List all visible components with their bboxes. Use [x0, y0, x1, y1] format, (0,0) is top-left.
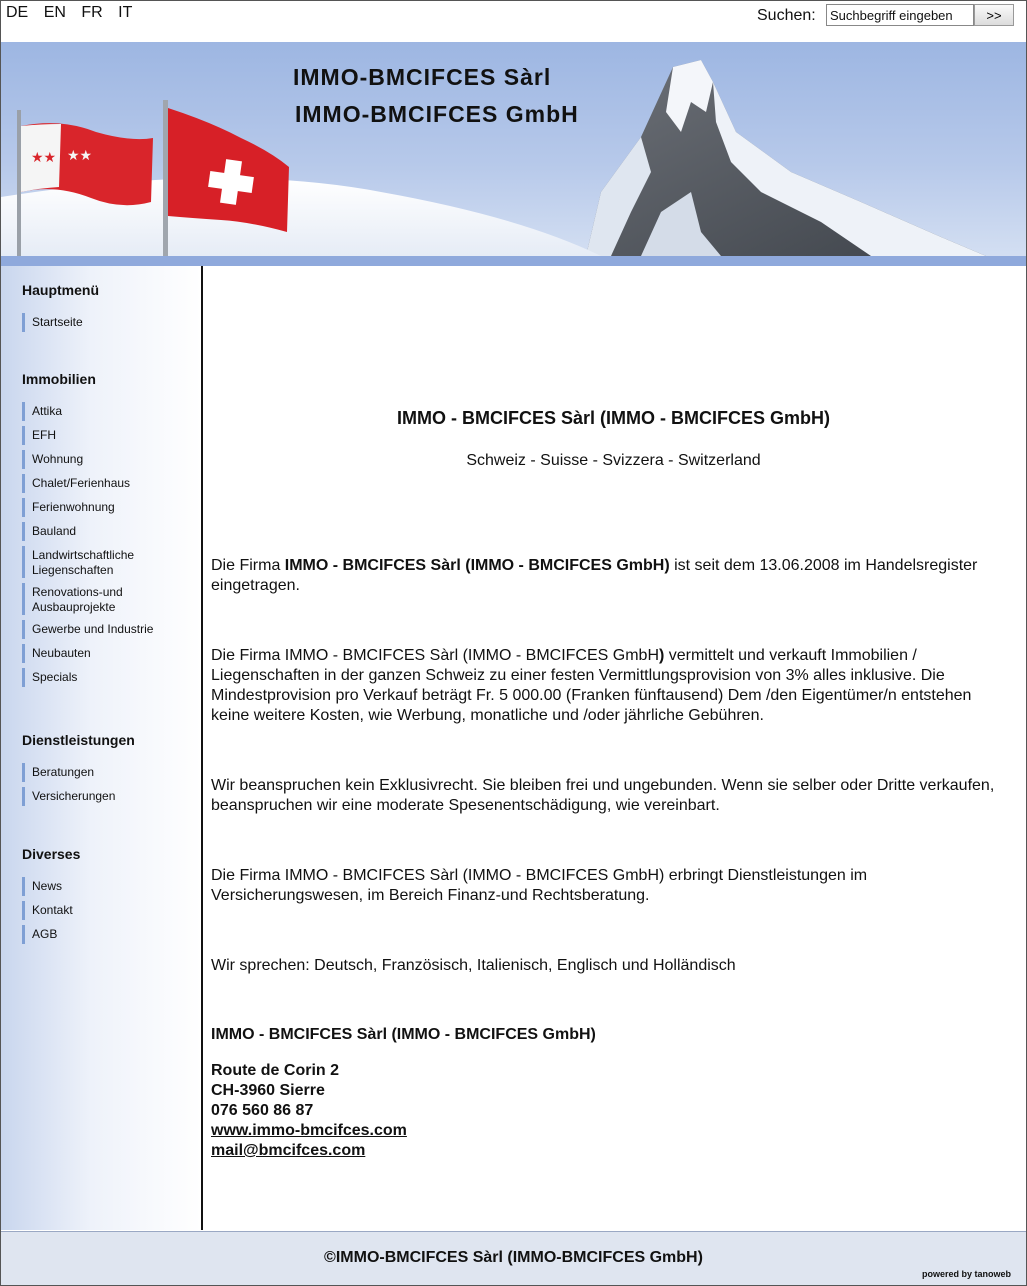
lang-link-de[interactable]: DE [6, 4, 29, 21]
svg-text:★★: ★★ [31, 150, 57, 166]
contact-street: Route de Corin 2 [211, 1062, 340, 1079]
lang-link-fr[interactable]: FR [81, 4, 103, 21]
contact-company-name: IMMO - BMCIFCES Sàrl (IMMO - BMCIFCES GmbH) [211, 1026, 596, 1043]
email-link[interactable]: mail@bmcifces.com [211, 1142, 366, 1159]
sidebar-item-kontakt[interactable]: Kontakt [22, 901, 172, 920]
sidebar-item-gewerbe[interactable]: Gewerbe und Industrie [22, 620, 172, 639]
top-bar [1, 1, 1026, 42]
company-name-inline: IMMO - BMCIFCES Sàrl (IMMO - BMCIFCES GmbH) [284, 557, 670, 574]
sidebar-item-news[interactable]: News [22, 877, 172, 896]
banner-stripe [1, 256, 1026, 266]
menu-section-immobilien [22, 371, 172, 692]
sidebar-item-efh[interactable]: EFH [22, 426, 172, 445]
sidebar-item-startseite[interactable]: Startseite [22, 313, 172, 332]
contact-city: CH-3960 Sierre [211, 1082, 325, 1099]
website-link[interactable]: www.immo-bmcifces.com [211, 1122, 407, 1139]
contact-phone: 076 560 86 87 [211, 1102, 314, 1119]
banner-title-gmbh: IMMO-BMCIFCES GmbH [295, 101, 579, 127]
menu-section-dienstleistungen [22, 732, 172, 811]
sidebar-item-chalet[interactable]: Chalet/Ferienhaus [22, 474, 172, 493]
paragraph-registration [211, 556, 1011, 596]
sidebar-item-attika[interactable]: Attika [22, 402, 172, 421]
page-subtitle: Schweiz - Suisse - Svizzera - Switzerland [466, 452, 761, 469]
lang-link-en[interactable]: EN [43, 4, 66, 21]
search-button[interactable]: >> [974, 4, 1014, 26]
paragraph-services [211, 646, 1011, 726]
paragraph-exclusivity: Wir beanspruchen kein Exklusivrecht. Sie bleiben frei und ungebunden. Wenn sie selber oder Dritte verkaufen, beanspruchen wir eine moderate Spesenentschädigung, wie vereinbart. [211, 777, 995, 814]
menu-heading: Dienstleistungen [22, 732, 135, 748]
paragraph-text: Die Firma [211, 557, 285, 574]
svg-text:★★: ★★ [67, 148, 93, 164]
search-input[interactable] [826, 4, 974, 26]
sidebar-divider [201, 266, 203, 1230]
mountain-illustration [586, 60, 986, 256]
main-content [211, 266, 1011, 1230]
sidebar-item-renovation[interactable]: Renovations-und Ausbauprojekte [22, 583, 172, 615]
search-label: Suchen: [757, 7, 816, 24]
banner-title-sarl: IMMO-BMCIFCES Sàrl [293, 64, 552, 90]
language-switcher [6, 4, 143, 22]
sidebar-item-landwirtschaft[interactable]: Landwirtschaftliche Liegenschaften [22, 546, 172, 578]
header-banner [1, 42, 1026, 266]
lang-link-it[interactable]: IT [118, 4, 133, 21]
sidebar-item-versicherungen[interactable]: Versicherungen [22, 787, 172, 806]
paragraph-text: ist seit dem 13.06.2008 im Handelsregister eingetragen. [211, 557, 978, 594]
menu-section-diverses [22, 846, 172, 949]
paragraph-text: Die Firma IMMO - BMCIFCES Sàrl (IMMO - BMCIFCES GmbH [211, 647, 659, 664]
contact-address [211, 1061, 407, 1161]
menu-heading: Hauptmenü [22, 282, 99, 298]
sidebar-item-beratungen[interactable]: Beratungen [22, 763, 172, 782]
sidebar-item-ferienwohnung[interactable]: Ferienwohnung [22, 498, 172, 517]
paragraph-text: vermittelt und verkauft Immobilien / Liegenschaften in der ganzen Schweiz zu einer festen Vermittlungsprovision von 3% alles inklusive. Die Mindestprovision pro Verkauf beträgt Fr. 5 000.00 (Franken fünftausend) Dem /den Eigentümer/n entstehen keine weitere Kosten, wie Werbung, monatliche und /oder jährliche Gebühren. [211, 647, 972, 724]
paragraph-insurance: Die Firma IMMO - BMCIFCES Sàrl (IMMO - BMCIFCES GmbH) erbringt Dienstleistungen im Versicherungswesen, im Bereich Finanz-und Rechtsberatung. [211, 867, 868, 904]
menu-section-hauptmenu [22, 282, 172, 337]
page-title: IMMO - BMCIFCES Sàrl (IMMO - BMCIFCES GmbH) [397, 408, 830, 428]
menu-heading: Diverses [22, 846, 81, 862]
footer [1, 1231, 1026, 1286]
sidebar-item-bauland[interactable]: Bauland [22, 522, 172, 541]
sidebar-item-wohnung[interactable]: Wohnung [22, 450, 172, 469]
paragraph-text: ) [659, 647, 665, 664]
sidebar-item-neubauten[interactable]: Neubauten [22, 644, 172, 663]
sidebar [1, 266, 201, 1230]
sidebar-item-specials[interactable]: Specials [22, 668, 172, 687]
paragraph-languages: Wir sprechen: Deutsch, Französisch, Italienisch, Englisch und Holländisch [211, 957, 736, 974]
powered-by-link[interactable]: powered by tanoweb [921, 1269, 1011, 1279]
footer-copyright: ©IMMO-BMCIFCES Sàrl (IMMO-BMCIFCES GmbH) [324, 1249, 703, 1266]
sidebar-item-agb[interactable]: AGB [22, 925, 172, 944]
menu-heading: Immobilien [22, 371, 96, 387]
